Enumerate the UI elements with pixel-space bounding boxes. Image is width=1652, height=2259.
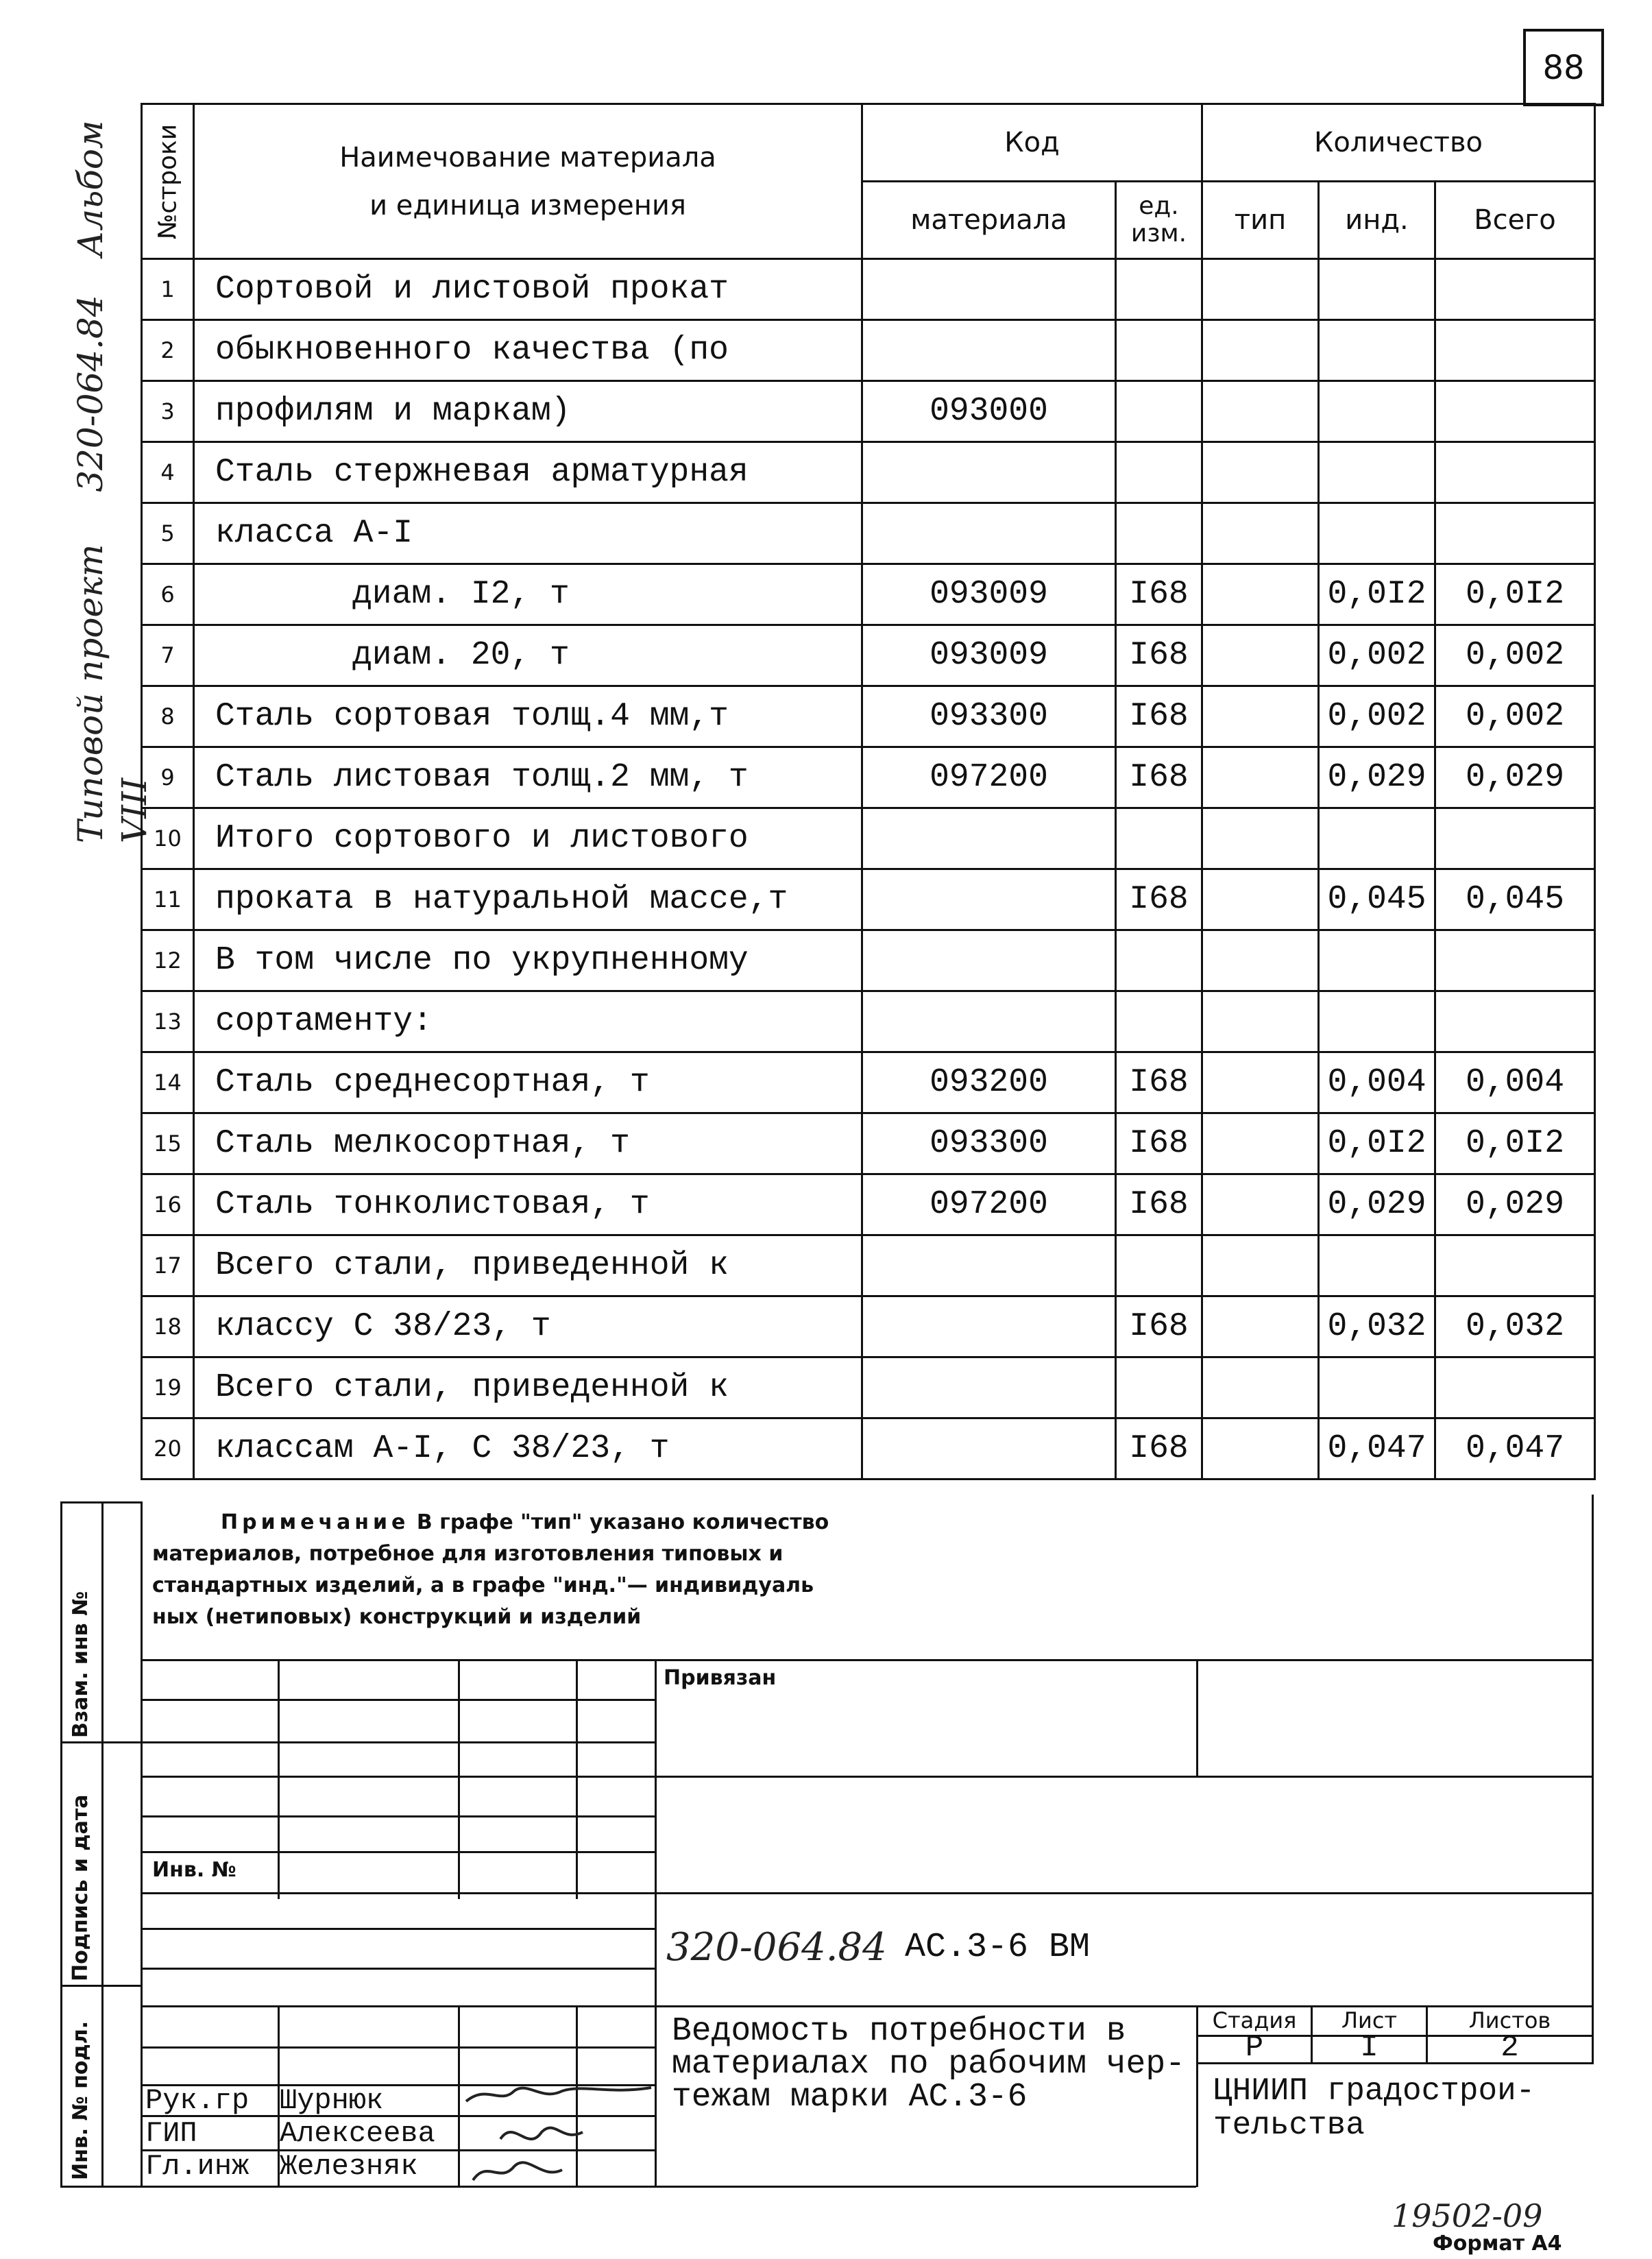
row-number: 6 — [142, 564, 194, 625]
qty-total — [1435, 381, 1595, 442]
label-privyazan: Привязан — [664, 1666, 777, 1690]
row-number: 15 — [142, 1113, 194, 1174]
material-code — [862, 869, 1116, 930]
unit-code: I68 — [1116, 1113, 1202, 1174]
unit-code: I68 — [1116, 869, 1202, 930]
sheets-value: 2 — [1501, 2031, 1519, 2065]
side-title-album: Альбом VIII — [71, 120, 154, 843]
material-name: обыкновенного качества (по — [194, 320, 862, 381]
qty-ind — [1319, 991, 1435, 1052]
table-row — [142, 564, 1595, 625]
material-code: 093009 — [862, 564, 1116, 625]
stage-value: Р — [1245, 2031, 1264, 2065]
header-qty-type: тип — [1202, 182, 1319, 259]
note-line3: стандартных изделий, а в графе "инд."— индивидуаль — [152, 1573, 814, 1597]
table-row — [142, 381, 1595, 442]
material-code — [862, 1296, 1116, 1357]
note-lead: Примечание — [221, 1510, 410, 1534]
signer-2-name: Алексеева — [280, 2117, 435, 2150]
row-number: 14 — [142, 1052, 194, 1113]
material-name: Сталь стержневая арматурная — [194, 442, 862, 503]
material-code: 093300 — [862, 686, 1116, 747]
material-name: Всего стали, приведенной к — [194, 1235, 862, 1296]
signature-1 — [466, 2088, 651, 2101]
qty-total — [1435, 259, 1595, 320]
qty-ind: 0,004 — [1319, 1052, 1435, 1113]
unit-code — [1116, 381, 1202, 442]
header-qty-total: Всего — [1435, 182, 1595, 259]
table-row — [142, 625, 1595, 686]
sheet-header: Лист — [1341, 2007, 1398, 2033]
qty-type — [1202, 1052, 1319, 1113]
qty-total: 0,004 — [1435, 1052, 1595, 1113]
label-inv-no: Инв. № — [152, 1858, 236, 1882]
unit-code: I68 — [1116, 1418, 1202, 1479]
qty-total — [1435, 808, 1595, 869]
material-name: Сталь сортовая толщ.4 мм,т — [194, 686, 862, 747]
qty-ind: 0,0I2 — [1319, 564, 1435, 625]
qty-ind: 0,047 — [1319, 1418, 1435, 1479]
table-row — [142, 1357, 1595, 1418]
label-inv-podl: Инв. № подл. — [69, 2020, 93, 2180]
material-name: диам. I2, т — [194, 564, 862, 625]
qty-type — [1202, 1113, 1319, 1174]
note-line4: ных (нетиповых) конструкций и изделий — [152, 1605, 642, 1629]
material-code — [862, 320, 1116, 381]
qty-type — [1202, 442, 1319, 503]
unit-code: I68 — [1116, 564, 1202, 625]
material-code: 097200 — [862, 747, 1116, 808]
note-line1: В графе "тип" указано количество — [409, 1510, 829, 1534]
material-name: Сортовой и листовой прокат — [194, 259, 862, 320]
qty-total: 0,047 — [1435, 1418, 1595, 1479]
qty-total — [1435, 991, 1595, 1052]
material-name: проката в натуральной массе,т — [194, 869, 862, 930]
qty-total: 0,045 — [1435, 869, 1595, 930]
table-row — [142, 1052, 1595, 1113]
row-number: 9 — [142, 747, 194, 808]
signer-1-name: Шурнюк — [280, 2084, 384, 2117]
qty-ind: 0,029 — [1319, 747, 1435, 808]
unit-code — [1116, 1235, 1202, 1296]
qty-ind — [1319, 1357, 1435, 1418]
qty-type — [1202, 930, 1319, 991]
sheets-header: Листов — [1468, 2007, 1551, 2033]
table-row — [142, 686, 1595, 747]
side-title-code: 320-064.84 — [71, 295, 110, 492]
header-quantity: Количество — [1202, 104, 1595, 182]
qty-type — [1202, 320, 1319, 381]
signature-2 — [500, 2128, 583, 2139]
row-number: 4 — [142, 442, 194, 503]
qty-ind: 0,0I2 — [1319, 1113, 1435, 1174]
doc-code: АС.3-6 ВМ — [905, 1928, 1091, 1967]
qty-ind — [1319, 442, 1435, 503]
qty-type — [1202, 1418, 1319, 1479]
material-name: диам. 20, т — [194, 625, 862, 686]
unit-code — [1116, 808, 1202, 869]
row-number: 13 — [142, 991, 194, 1052]
qty-type — [1202, 869, 1319, 930]
qty-type — [1202, 1174, 1319, 1235]
table-row — [142, 320, 1595, 381]
qty-type — [1202, 1357, 1319, 1418]
qty-type — [1202, 503, 1319, 564]
row-number: 17 — [142, 1235, 194, 1296]
qty-ind — [1319, 808, 1435, 869]
table-row — [142, 1296, 1595, 1357]
table-row — [142, 930, 1595, 991]
row-number: 20 — [142, 1418, 194, 1479]
qty-ind: 0,029 — [1319, 1174, 1435, 1235]
material-code — [862, 503, 1116, 564]
material-code — [862, 808, 1116, 869]
label-vz-inv: Взам. инв № — [69, 1591, 93, 1738]
unit-code: I68 — [1116, 686, 1202, 747]
unit-code: I68 — [1116, 747, 1202, 808]
row-number: 16 — [142, 1174, 194, 1235]
doc-code-handwritten: 320-064.84 — [666, 1925, 887, 1970]
material-name: профилям и маркам) — [194, 381, 862, 442]
qty-ind — [1319, 1235, 1435, 1296]
qty-total — [1435, 442, 1595, 503]
document-title: Ведомость потребности в материалах по рабочим чер- тежам марки АС.3-6 — [672, 2013, 1185, 2116]
material-code — [862, 1357, 1116, 1418]
header-name: Наимечование материала и единица измерения — [194, 104, 862, 259]
qty-type — [1202, 686, 1319, 747]
row-number: 11 — [142, 869, 194, 930]
qty-ind — [1319, 503, 1435, 564]
table-row — [142, 747, 1595, 808]
table-row — [142, 991, 1595, 1052]
organization: ЦНИИП градострои- тельства — [1213, 2073, 1535, 2143]
signer-3-role: Гл.инж — [145, 2150, 250, 2183]
qty-ind — [1319, 259, 1435, 320]
note-line2: материалов, потребное для изготовления типовых и — [152, 1542, 784, 1566]
row-number: 19 — [142, 1357, 194, 1418]
material-name: классам А-I, С 38/23, т — [194, 1418, 862, 1479]
material-code: 093300 — [862, 1113, 1116, 1174]
row-number: 10 — [142, 808, 194, 869]
qty-total: 0,029 — [1435, 1174, 1595, 1235]
qty-ind — [1319, 320, 1435, 381]
unit-code — [1116, 442, 1202, 503]
material-name: Сталь среднесортная, т — [194, 1052, 862, 1113]
material-name: Сталь тонколистовая, т — [194, 1174, 862, 1235]
qty-type — [1202, 381, 1319, 442]
qty-total: 0,029 — [1435, 747, 1595, 808]
qty-total — [1435, 1235, 1595, 1296]
qty-ind: 0,032 — [1319, 1296, 1435, 1357]
qty-type — [1202, 808, 1319, 869]
qty-total — [1435, 503, 1595, 564]
qty-total: 0,0I2 — [1435, 564, 1595, 625]
materials-table — [141, 103, 1596, 1480]
note — [152, 1507, 1043, 1633]
row-number: 12 — [142, 930, 194, 991]
unit-code — [1116, 259, 1202, 320]
sheet-value: I — [1360, 2031, 1378, 2065]
table-row — [142, 1174, 1595, 1235]
material-code — [862, 259, 1116, 320]
footer-number: 19502-09 — [1392, 2197, 1543, 2234]
material-name: Сталь листовая толщ.2 мм, т — [194, 747, 862, 808]
material-code: 093009 — [862, 625, 1116, 686]
qty-type — [1202, 564, 1319, 625]
qty-ind: 0,045 — [1319, 869, 1435, 930]
header-code: Код — [862, 104, 1202, 182]
label-sign-date: Подпись и дата — [69, 1794, 93, 1981]
qty-total: 0,032 — [1435, 1296, 1595, 1357]
material-code: 093000 — [862, 381, 1116, 442]
material-code — [862, 1418, 1116, 1479]
table-row — [142, 442, 1595, 503]
header-row-no: №строки — [142, 104, 194, 259]
row-number: 3 — [142, 381, 194, 442]
unit-code — [1116, 1357, 1202, 1418]
side-title-project: Типовой проект — [71, 544, 110, 843]
unit-code: I68 — [1116, 625, 1202, 686]
stage-header: Стадия — [1212, 2007, 1297, 2033]
material-name: класса А-I — [194, 503, 862, 564]
signer-1 — [145, 2084, 383, 2117]
row-number: 1 — [142, 259, 194, 320]
material-code — [862, 991, 1116, 1052]
qty-total — [1435, 930, 1595, 991]
signer-1-role: Рук.гр — [145, 2084, 250, 2117]
qty-type — [1202, 259, 1319, 320]
unit-code: I68 — [1116, 1174, 1202, 1235]
material-name: Итого сортового и листового — [194, 808, 862, 869]
qty-total: 0,0I2 — [1435, 1113, 1595, 1174]
qty-ind — [1319, 381, 1435, 442]
header-qty-ind: инд. — [1319, 182, 1435, 259]
unit-code — [1116, 320, 1202, 381]
material-name: Сталь мелкосортная, т — [194, 1113, 862, 1174]
signer-3 — [145, 2150, 418, 2183]
row-number: 2 — [142, 320, 194, 381]
signatures — [459, 2077, 658, 2187]
material-code — [862, 930, 1116, 991]
material-code: 093200 — [862, 1052, 1116, 1113]
qty-ind: 0,002 — [1319, 625, 1435, 686]
row-number: 7 — [142, 625, 194, 686]
row-number: 18 — [142, 1296, 194, 1357]
qty-ind: 0,002 — [1319, 686, 1435, 747]
footer-format: Формат А4 — [1433, 2232, 1562, 2256]
qty-ind — [1319, 930, 1435, 991]
qty-type — [1202, 1235, 1319, 1296]
header-code-unit: ед. изм. — [1116, 182, 1202, 259]
material-name: В том числе по укрупненному — [194, 930, 862, 991]
qty-type — [1202, 747, 1319, 808]
signature-3 — [473, 2162, 562, 2180]
material-code — [862, 1235, 1116, 1296]
qty-type — [1202, 991, 1319, 1052]
material-name: классу С 38/23, т — [194, 1296, 862, 1357]
table-row — [142, 1418, 1595, 1479]
qty-total — [1435, 1357, 1595, 1418]
table-row — [142, 1113, 1595, 1174]
signer-3-name: Железняк — [280, 2150, 418, 2183]
row-number: 5 — [142, 503, 194, 564]
qty-type — [1202, 1296, 1319, 1357]
row-number: 8 — [142, 686, 194, 747]
qty-type — [1202, 625, 1319, 686]
material-code — [862, 442, 1116, 503]
unit-code: I68 — [1116, 1296, 1202, 1357]
unit-code — [1116, 991, 1202, 1052]
table-row — [142, 259, 1595, 320]
qty-total: 0,002 — [1435, 625, 1595, 686]
unit-code: I68 — [1116, 1052, 1202, 1113]
page-number: 88 — [1523, 29, 1604, 106]
qty-total — [1435, 320, 1595, 381]
table-row — [142, 808, 1595, 869]
unit-code — [1116, 503, 1202, 564]
header-code-material: материала — [862, 182, 1116, 259]
table-row — [142, 1235, 1595, 1296]
qty-total: 0,002 — [1435, 686, 1595, 747]
material-name: сортаменту: — [194, 991, 862, 1052]
signer-2 — [145, 2117, 435, 2150]
material-name: Всего стали, приведенной к — [194, 1357, 862, 1418]
table-row — [142, 503, 1595, 564]
unit-code — [1116, 930, 1202, 991]
signer-2-role: ГИП — [145, 2117, 197, 2150]
table-row — [142, 869, 1595, 930]
material-code: 097200 — [862, 1174, 1116, 1235]
